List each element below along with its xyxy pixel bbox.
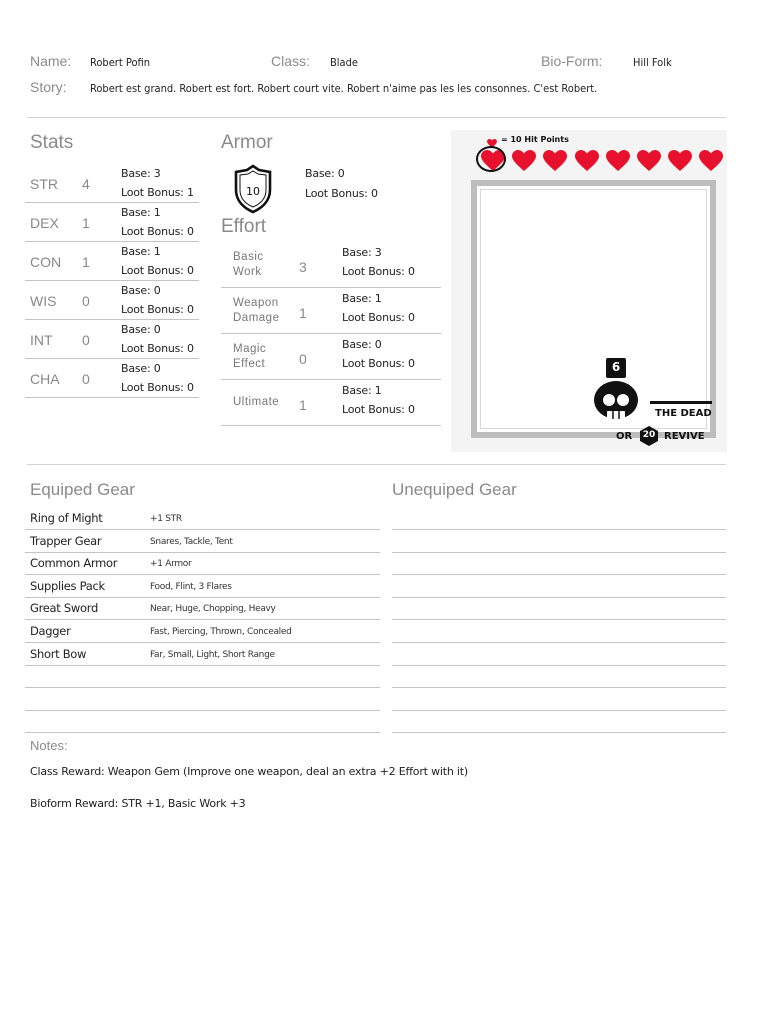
effort-loot: Loot Bonus: 0 [342,403,415,416]
unequipped-line[interactable] [392,529,726,530]
unequipped-line[interactable] [392,665,726,666]
gear-desc: Food, Flint, 3 Flares [150,581,232,592]
stat-value[interactable]: 0 [82,371,90,387]
gear-name[interactable]: Ring of Might [30,511,103,525]
health-card [451,130,727,452]
header-divider [27,117,726,118]
unequipped-line[interactable] [392,619,726,620]
effort-loot: Loot Bonus: 0 [342,357,415,370]
gear-desc: +1 Armor [150,559,192,570]
effort-row-divider [221,379,441,380]
equipped-line[interactable] [25,732,380,733]
unequipped-line[interactable] [392,574,726,575]
armor-base: Base: 0 [305,167,345,180]
class-label: Class: [271,53,310,69]
stat-name: INT [30,332,53,348]
stat-value[interactable]: 1 [82,215,90,231]
effort-name-line2: Effect [233,358,266,370]
stat-row-divider [25,397,199,398]
current-hp-marker [476,146,506,172]
story-label: Story: [30,79,67,95]
equipped-line[interactable] [25,642,380,643]
gear-divider [27,464,726,465]
effort-title: Effort [221,216,267,237]
stat-value[interactable]: 4 [82,176,90,192]
stat-row-divider [25,202,199,203]
name-label: Name: [30,53,72,69]
effort-base: Base: 1 [342,292,382,305]
stat-value[interactable]: 0 [82,332,90,348]
shield-icon [232,164,274,214]
stat-base: Base: 0 [121,362,161,375]
equipped-line[interactable] [25,687,380,688]
stat-row-divider [25,241,199,242]
effort-name-line1: Weapon [233,297,279,309]
gear-name[interactable]: Great Sword [30,601,98,616]
effort-value[interactable]: 3 [299,259,307,275]
equipped-line[interactable] [25,619,380,620]
gear-desc: Snares, Tackle, Tent [150,536,233,547]
effort-name-line1: Magic [233,343,267,355]
gear-desc: Fast, Piercing, Thrown, Concealed [150,627,292,637]
effort-value[interactable]: 1 [299,305,307,321]
stat-row-divider [25,358,199,359]
unequipped-title: Unequiped Gear [392,480,517,499]
stat-base: Base: 0 [121,323,161,336]
unequipped-line[interactable] [392,597,726,598]
story-value[interactable]: Robert est grand. Robert est fort. Robert court vite. Robert n'aime pas les les consonnes. C'est Robert. [90,82,598,95]
name-value[interactable]: Robert Pofin [90,56,151,69]
gear-desc: Near, Huge, Chopping, Heavy [150,604,276,615]
heart-icon[interactable] [512,150,536,172]
stat-value[interactable]: 0 [82,293,90,309]
equipped-line[interactable] [25,597,380,598]
stat-name: DEX [30,215,59,231]
effort-base: Base: 1 [342,384,382,397]
stat-base: Base: 1 [121,245,161,258]
stat-loot: Loot Bonus: 0 [121,342,194,355]
class-value[interactable]: Blade [330,56,358,69]
equipped-line[interactable] [25,552,380,553]
effort-loot: Loot Bonus: 0 [342,265,415,278]
gear-name[interactable]: Trapper Gear [30,533,102,548]
equipped-title: Equiped Gear [30,480,135,499]
equipped-line[interactable] [25,665,380,666]
gear-name[interactable]: Common Armor [30,556,118,571]
heart-icon[interactable] [543,150,567,172]
effort-base: Base: 0 [342,338,382,351]
notes-line-1[interactable]: Class Reward: Weapon Gem (Improve one weapon, deal an extra +2 Effort with it) [30,765,468,778]
heart-icon[interactable] [606,150,630,172]
effort-value[interactable]: 1 [299,397,307,413]
armor-value: 10 [246,185,260,198]
stat-row-divider [25,319,199,320]
hearts-row [451,130,727,180]
equipped-line[interactable] [25,529,380,530]
effort-name-line2: Damage [233,312,280,324]
skull-icon [591,356,651,422]
stats-title: Stats [30,132,74,153]
armor-title: Armor [221,132,273,153]
stat-name: STR [30,176,58,192]
stat-loot: Loot Bonus: 0 [121,381,194,394]
effort-base: Base: 3 [342,246,382,259]
unequipped-line[interactable] [392,732,726,733]
effort-row-divider [221,425,441,426]
gear-name[interactable]: Supplies Pack [30,578,105,593]
unequipped-line[interactable] [392,552,726,553]
armor-loot: Loot Bonus: 0 [305,187,378,200]
stat-row-divider [25,280,199,281]
stat-loot: Loot Bonus: 1 [121,186,194,199]
die-label: THE DEAD [655,408,712,419]
unequipped-line[interactable] [392,687,726,688]
effort-name-line1: Basic [233,251,264,263]
gear-name[interactable]: Short Bow [30,646,87,661]
stat-loot: Loot Bonus: 0 [121,225,194,238]
death-line [650,401,712,404]
death-counter: 6 [611,360,621,374]
gear-name[interactable]: Dagger [30,624,71,638]
heart-legend: = 10 Hit Points [501,135,569,144]
heart-icon[interactable] [699,150,723,172]
heart-icon[interactable] [668,150,692,172]
effort-row-divider [221,333,441,334]
stat-base: Base: 3 [121,167,161,180]
or-label: OR [616,431,633,442]
stat-loot: Loot Bonus: 0 [121,264,194,277]
bioform-label: Bio-Form: [541,53,603,69]
equipped-line[interactable] [25,574,380,575]
gear-desc: Far, Small, Light, Short Range [150,649,275,660]
stat-base: Base: 0 [121,284,161,297]
unequipped-line[interactable] [392,642,726,643]
stat-name: CON [30,254,62,270]
heart-icon[interactable] [575,150,599,172]
effort-loot: Loot Bonus: 0 [342,311,415,324]
unequipped-line[interactable] [392,710,726,711]
effort-name-line2: Work [233,266,262,278]
effort-name-line1: Ultimate [233,396,280,408]
d20-value: 20 [642,430,656,440]
stat-loot: Loot Bonus: 0 [121,303,194,316]
stat-name: CHA [30,371,60,387]
equipped-line[interactable] [25,710,380,711]
gear-desc: +1 STR [150,514,182,524]
effort-value[interactable]: 0 [299,351,307,367]
heart-icon[interactable] [637,150,661,172]
revive-label: REVIVE [664,431,705,442]
bioform-value[interactable]: Hill Folk [633,56,672,69]
effort-row-divider [221,287,441,288]
stat-name: WIS [30,293,57,309]
stat-base: Base: 1 [121,206,161,219]
notes-line-2[interactable]: Bioform Reward: STR +1, Basic Work +3 [30,797,246,810]
stat-value[interactable]: 1 [82,254,90,270]
notes-label: Notes: [30,738,68,753]
d20-icon [638,425,660,447]
